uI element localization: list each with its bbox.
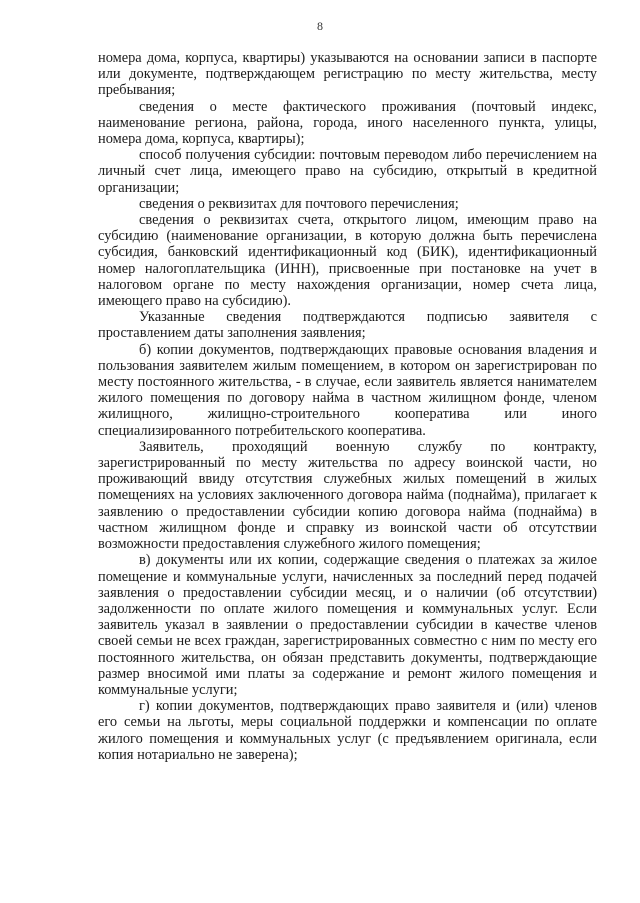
paragraph-item-v: в) документы или их копии, содержащие сведения о платежах за жилое помещение и коммунальные услуги, начисленных за последний перед подачей заявления о предоставлении субсидии месяц, и о наличии (об отсутствии) задолженности по оплате жилого помещения и коммунальных услуг. Если заявитель указал в заявлении о предоставлении субсидии в качестве членов своей семьи не всех граждан, зарегистрированных совместно с ним по месту его постоянного жительства, он обязан представить документы, подтверждающие размер вносимой ими платы за содержание и ремонт жилого помещения и коммунальные услуги;	[98, 552, 597, 698]
page-number: 8	[317, 19, 323, 33]
paragraph-item-g: г) копии документов, подтверждающих право заявителя и (или) членов его семьи на льготы, меры социальной поддержки и компенсации по оплате жилого помещения и коммунальных услуг (с предъявлением оригинала, если копия нотариально не заверена);	[98, 698, 597, 763]
paragraph-postal-details: сведения о реквизитах для почтового перечисления;	[139, 195, 459, 212]
paragraph-actual-residence: сведения о месте фактического проживания (почтовый индекс, наименование региона, района, города, иного населенного пункта, улицы, номера дома, корпуса, квартиры);	[98, 98, 597, 148]
paragraph-signature: Указанные сведения подтверждаются подписью заявителя с проставлением даты заполнения заявления;	[98, 309, 597, 342]
paragraph-military-service: Заявитель, проходящий военную службу по контракту, зарегистрированный по месту жительства по адресу воинской части, но проживающий ввиду отсутствия служебных жилых помещений в жилых помещениях на условиях заключенного договора найма (поднайма), прилагает к заявлению о предоставлении субсидии копию договора найма (поднайма) в частном жилищном фонде и справку из воинской части об отсутствии возможности предоставления служебного жилого помещения;	[98, 438, 597, 553]
paragraph-account-details: сведения о реквизитах счета, открытого лицом, имеющим право на субсидию (наименование организации, в которую должна быть перечислена субсидия, банковский идентификационный код (БИК), идентификационный номер налогоплательщика (ИНН), присвоенные при постановке на учет в налоговом органе по месту нахождения организации, номер счета лица, имеющего право на субсидию).	[98, 212, 597, 310]
document-body	[98, 50, 597, 763]
paragraph-receipt-method: способ получения субсидии: почтовым переводом либо перечислением на личный счет лица, имеющего право на субсидию, открытый в кредитной организации;	[98, 147, 597, 196]
paragraph-address-continuation: номера дома, корпуса, квартиры) указываются на основании записи в паспорте или документе, подтверждающем регистрацию по месту жительства, месту пребывания;	[98, 50, 597, 99]
paragraph-item-b: б) копии документов, подтверждающих правовые основания владения и пользования заявителем жилым помещением, в котором он зарегистрирован по месту постоянного жительства, - в случае, если заявитель является нанимателем жилого помещения по договору найма в частном жилищном фонде, членом жилищного, жилищно-строительного кооператива или иного специализированного потребительского кооператива.	[98, 341, 597, 439]
